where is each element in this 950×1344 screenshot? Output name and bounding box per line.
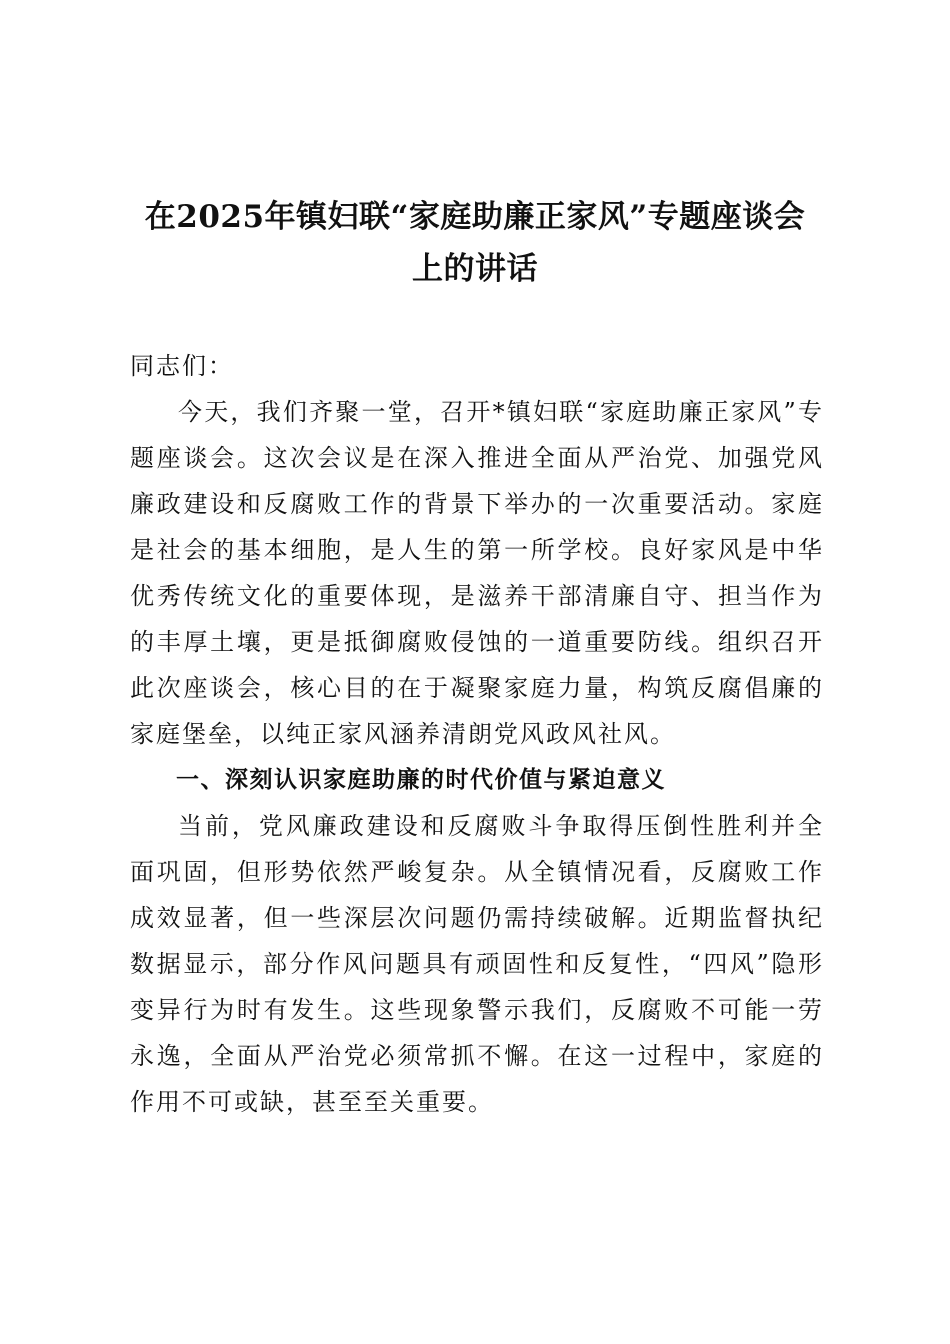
section-heading-1: 一、深刻认识家庭助廉的时代价值与紧迫意义	[176, 767, 666, 793]
title-line-1: 在2025年镇妇联“家庭助廉正家风”专题座谈会	[144, 199, 806, 235]
greeting: 同志们：	[130, 352, 234, 380]
intro-paragraph: 今天，我们齐聚一堂，召开*镇妇联“家庭助廉正家风”专题座谈会。这次会议是在深入推进全面从严治党、加强党风廉政建设和反腐败工作的背景下举办的一次重要活动。家庭是社会的基本细胞，是人生的第一所学校。良好家风是中华优秀传统文化的重要体现，是滋养干部清廉自守、担当作为的丰厚土壤，更是抵御腐败侵蚀的一道重要防线。组织召开此次座谈会，核心目的在于凝聚家庭力量，构筑反腐倡廉的家庭堡垒，以纯正家风涵养清朗党风政风社风。	[130, 398, 824, 748]
document-title	[120, 191, 830, 295]
document-body	[130, 343, 824, 1125]
section-paragraph-1: 当前，党风廉政建设和反腐败斗争取得压倒性胜利并全面巩固，但形势依然严峻复杂。从全镇情况看，反腐败工作成效显著，但一些深层次问题仍需持续破解。近期监督执纪数据显示，部分作风问题具有顽固性和反复性，“四风”隐形变异行为时有发生。这些现象警示我们，反腐败不可能一劳永逸，全面从严治党必须常抓不懈。在这一过程中，家庭的作用不可或缺，甚至至关重要。	[130, 812, 824, 1116]
title-line-2: 上的讲话	[412, 251, 538, 287]
